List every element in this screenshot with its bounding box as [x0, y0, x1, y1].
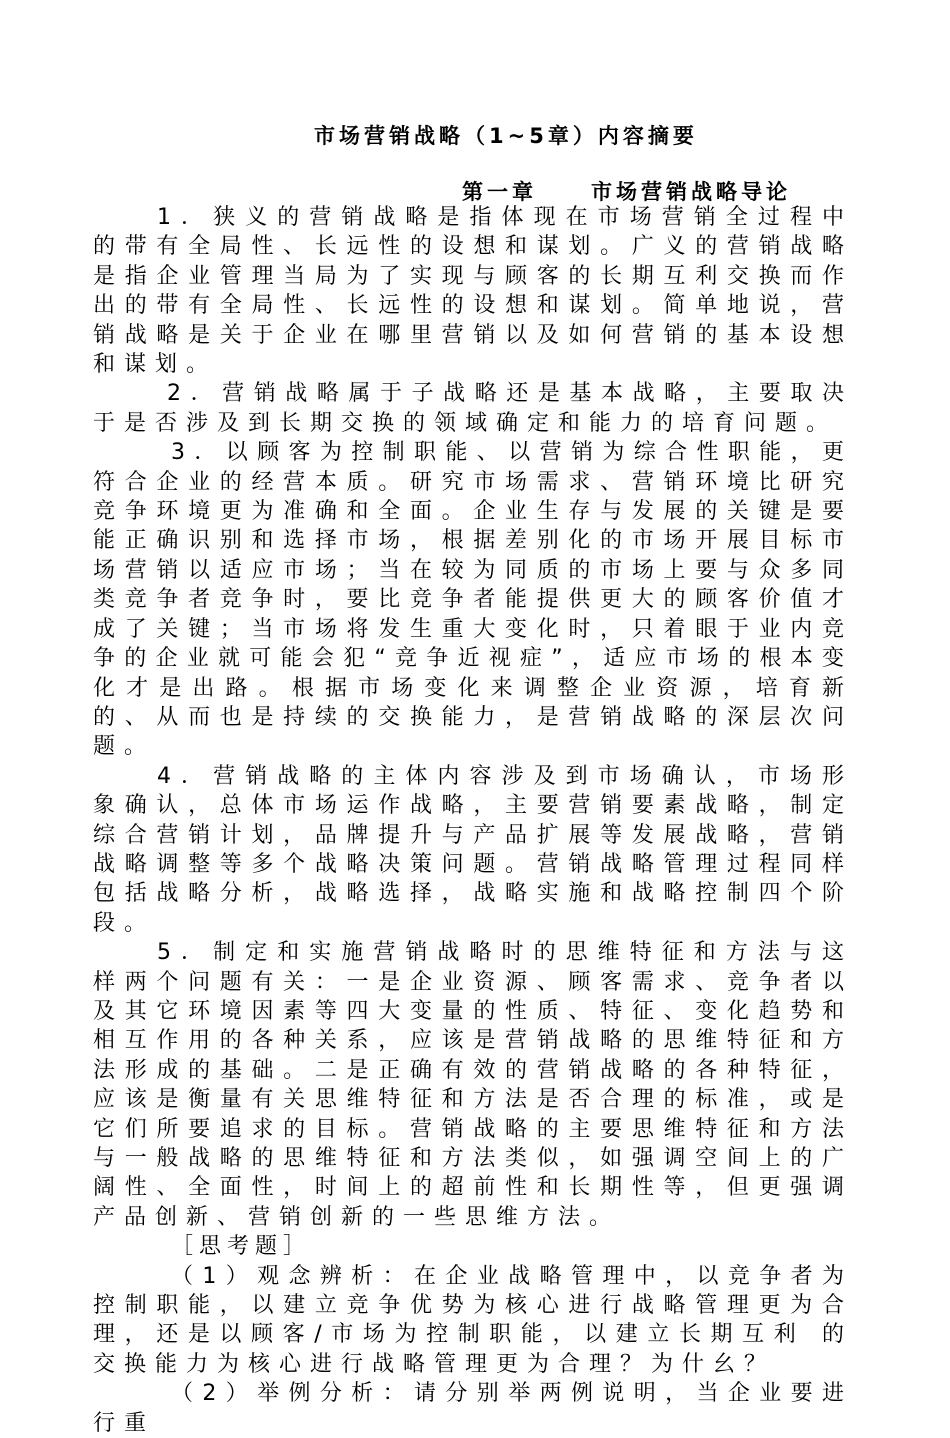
paragraph-4: 4．营销战略的主体内容涉及到市场确认，市场形象确认，总体市场运作战略，主要营销要素战略，制定综合营销计划，品牌提升与产品扩展等发展战略，营销战略调整等多个战略决策问题。营销战略管理过程同样包括战略分析，战略选择，战略实施和战略控制四个阶段。 — [93, 763, 853, 936]
chapter-heading — [462, 176, 791, 206]
paragraph-3: 3．以顾客为控制职能、以营销为综合性职能，更符合企业的经营本质。研究市场需求、营销环境比研究竞争环境更为准确和全面。企业生存与发展的关键是要能正确识别和选择市场，根据差别化的市场开展目标市场营销以适应市场；当在较为同质的市场上要与众多同类竞争者竞争时，要比竞争者能提供更大的顾客价值才成了关键；当市场将发生重大变化时，只着眼于业内竞争的企业就可能会犯“竞争近视症”，适应市场的根本变化才是出路。根据市场变化来调整企业资源，培育新的、从而也是持续的交换能力，是营销战略的深层次问题。 — [93, 440, 853, 760]
question-1: （1）观念辨析：在企业战略管理中，以竞争者为控制职能，以建立竞争优势为核心进行战略管理更为合理，还是以顾客/市场为控制职能，以建立长期互利 的交换能力为核心进行战略管理更为合理？为什幺？ — [93, 1263, 853, 1377]
question-2: （2）举例分析：请分别举两例说明，当企业要进行重 — [93, 1381, 853, 1436]
document-body — [93, 203, 853, 1438]
paragraph-5: 5．制定和实施营销战略时的思维特征和方法与这样两个问题有关：一是企业资源、顾客需求、竞争者以及其它环境因素等四大变量的性质、特征、变化趋势和相互作用的各种关系，应该是营销战略的思维特征和方法形成的基础。二是正确有效的营销战略的各种特征，应该是衡量有关思维特征和方法是否合理的标准，或是它们所要追求的目标。营销战略的主要思维特征和方法与一般战略的思维特征和方法类似，如强调空间上的广阔性、全面性，时间上的超前性和长期性等，但更强调产品创新、营销创新的一些思维方法。 — [93, 940, 853, 1230]
chapter-name: 市场营销战略导论 — [591, 180, 791, 204]
paragraph-2: 2．营销战略属于子战略还是基本战略，主要取决于是否涉及到长期交换的领域确定和能力的培育问题。 — [93, 381, 853, 436]
document-title: 市场营销战略（1~5章）内容摘要 — [314, 124, 698, 148]
questions-heading: ［思考题］ — [171, 1234, 312, 1260]
chapter-number: 第一章 — [462, 180, 537, 204]
paragraph-1: 1．狭义的营销战略是指体现在市场营销全过程中的带有全局性、长远性的设想和谋划。广义的营销战略是指企业管理当局为了实现与顾客的长期互利交换而作出的带有全局性、长远性的设想和谋划。简单地说，营销战略是关于企业在哪里营销以及如何营销的基本设想和谋划。 — [93, 205, 853, 378]
